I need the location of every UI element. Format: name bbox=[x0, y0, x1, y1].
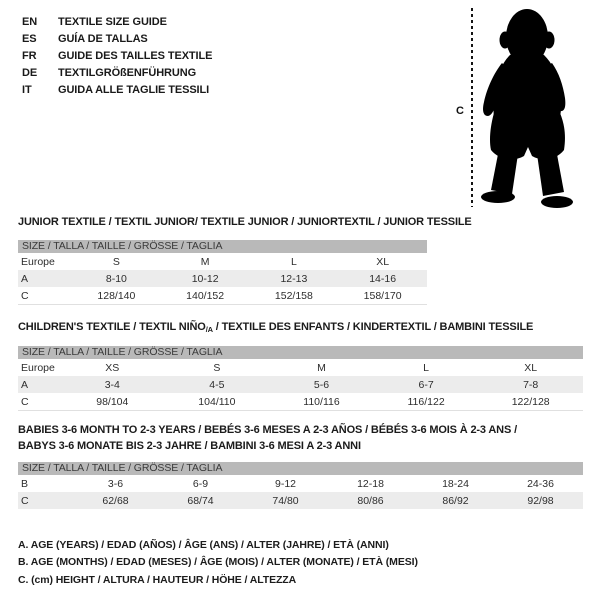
table-row-a bbox=[18, 270, 427, 287]
size-header-bar: SIZE / TALLA / TAILLE / GRÖSSE / TAGLIA bbox=[18, 462, 583, 475]
baby-silhouette-icon bbox=[477, 3, 600, 215]
row-label: A bbox=[21, 272, 29, 285]
legend-row-it bbox=[22, 82, 212, 99]
cell: 86/92 bbox=[442, 494, 469, 507]
cell: 24-36 bbox=[527, 477, 554, 490]
language-legend bbox=[22, 14, 212, 99]
table-row-c bbox=[18, 492, 583, 509]
size-column: S bbox=[213, 361, 221, 374]
babies-section-title bbox=[18, 422, 517, 454]
cell: 10-12 bbox=[191, 272, 219, 285]
cell: 9-12 bbox=[274, 477, 296, 490]
cell: 3-6 bbox=[107, 477, 124, 490]
cell: 80/86 bbox=[357, 494, 384, 507]
size-column: S bbox=[112, 255, 120, 268]
size-column: XS bbox=[105, 361, 120, 374]
height-measure-label: C bbox=[456, 105, 464, 117]
table-column-header-row bbox=[18, 253, 427, 270]
legend-row-es bbox=[22, 31, 212, 48]
cell: 18-24 bbox=[442, 477, 469, 490]
cell: 3-4 bbox=[104, 378, 120, 391]
row-label: C bbox=[21, 494, 29, 507]
cell: 14-16 bbox=[369, 272, 397, 285]
size-column: XL bbox=[524, 361, 538, 374]
table-row-c bbox=[18, 287, 427, 305]
cell: 152/158 bbox=[274, 289, 313, 302]
children-title-pre: CHILDREN'S TEXTILE / TEXTIL NIÑO bbox=[18, 321, 206, 333]
cell: 12-18 bbox=[357, 477, 384, 490]
cell: 12-13 bbox=[280, 272, 308, 285]
guide-title-en: TEXTILE SIZE GUIDE bbox=[58, 16, 167, 28]
cell: 74/80 bbox=[272, 494, 299, 507]
size-header-bar: SIZE / TALLA / TAILLE / GRÖSSE / TAGLIA bbox=[18, 240, 427, 253]
language-code: FR bbox=[22, 50, 37, 62]
size-column: XL bbox=[376, 255, 390, 268]
babies-title-line1: BABIES 3-6 MONTH TO 2-3 YEARS / BEBÉS 3-6 MESES A 2-3 AÑOS / BÉBÉS 3-6 MOIS À 2-3 ANS / bbox=[18, 424, 517, 436]
cell: 68/74 bbox=[187, 494, 214, 507]
cell: 6-7 bbox=[418, 378, 434, 391]
region-label: Europe bbox=[21, 361, 55, 374]
guide-title-it: GUIDA ALLE TAGLIE TESSILI bbox=[58, 84, 210, 96]
cell: 7-8 bbox=[523, 378, 539, 391]
table-row-a bbox=[18, 376, 583, 393]
junior-section-title: JUNIOR TEXTILE / TEXTIL JUNIOR/ TEXTILE JUNIOR / JUNIORTEXTIL / JUNIOR TESSILE bbox=[18, 216, 472, 228]
language-code: IT bbox=[22, 84, 32, 96]
size-column: M bbox=[200, 255, 210, 268]
footnote-a: A. AGE (YEARS) / EDAD (AÑOS) / ÂGE (ANS) / ALTER (JAHRE) / ETÀ (ANNI) bbox=[18, 539, 389, 551]
cell: 116/122 bbox=[407, 395, 445, 408]
height-dashed-line bbox=[471, 8, 473, 207]
cell: 92/98 bbox=[527, 494, 554, 507]
babies-size-table bbox=[18, 462, 583, 509]
footnotes bbox=[18, 537, 418, 589]
cell: 62/68 bbox=[102, 494, 129, 507]
guide-title-de: TEXTILGRÖßENFÜHRUNG bbox=[58, 67, 197, 79]
junior-size-table bbox=[18, 240, 427, 305]
size-header-bar: SIZE / TALLA / TAILLE / GRÖSSE / TAGLIA bbox=[18, 346, 583, 359]
cell: 140/152 bbox=[186, 289, 225, 302]
language-code: DE bbox=[22, 67, 38, 79]
legend-row-de bbox=[22, 65, 212, 82]
table-row-b bbox=[18, 475, 583, 492]
guide-title-es: GUÍA DE TALLAS bbox=[58, 33, 148, 45]
cell: 158/170 bbox=[363, 289, 402, 302]
children-section-title bbox=[18, 321, 533, 334]
region-label: Europe bbox=[21, 255, 55, 268]
row-label: C bbox=[21, 289, 29, 302]
legend-row-en bbox=[22, 14, 212, 31]
cell: 4-5 bbox=[209, 378, 225, 391]
cell: 104/110 bbox=[198, 395, 236, 408]
cell: 8-10 bbox=[105, 272, 127, 285]
cell: 6-9 bbox=[192, 477, 209, 490]
cell: 122/128 bbox=[511, 395, 550, 408]
legend-row-fr bbox=[22, 48, 212, 65]
table-row-c bbox=[18, 393, 583, 411]
children-size-table bbox=[18, 346, 583, 411]
row-label: A bbox=[21, 378, 29, 391]
cell: 110/116 bbox=[303, 395, 340, 408]
cell: 5-6 bbox=[313, 378, 330, 391]
cell: 128/140 bbox=[97, 289, 136, 302]
table-column-header-row bbox=[18, 359, 583, 376]
row-label: C bbox=[21, 395, 29, 408]
footnote-c: C. (cm) HEIGHT / ALTURA / HAUTEUR / HÖHE / ALTEZZA bbox=[18, 573, 297, 586]
size-column: L bbox=[290, 255, 297, 268]
language-code: EN bbox=[22, 16, 38, 28]
babies-title-line2: BABYS 3-6 MONATE BIS 2-3 JAHRE / BAMBINI 3-6 MESI A 2-3 ANNI bbox=[18, 440, 361, 452]
language-code: ES bbox=[22, 33, 37, 45]
row-label: B bbox=[21, 477, 29, 490]
children-title-subscript: /A bbox=[205, 325, 213, 334]
size-column: M bbox=[317, 361, 326, 374]
size-column: L bbox=[423, 361, 429, 374]
footnote-b: B. AGE (MONTHS) / EDAD (MESES) / ÂGE (MOIS) / ALTER (MONATE) / ETÀ (MESI) bbox=[18, 556, 418, 569]
cell: 98/104 bbox=[96, 395, 129, 408]
children-title-post: / TEXTILE DES ENFANTS / KINDERTEXTIL / BAMBINI TESSILE bbox=[212, 321, 534, 333]
guide-title-fr: GUIDE DES TAILLES TEXTILE bbox=[58, 50, 213, 62]
